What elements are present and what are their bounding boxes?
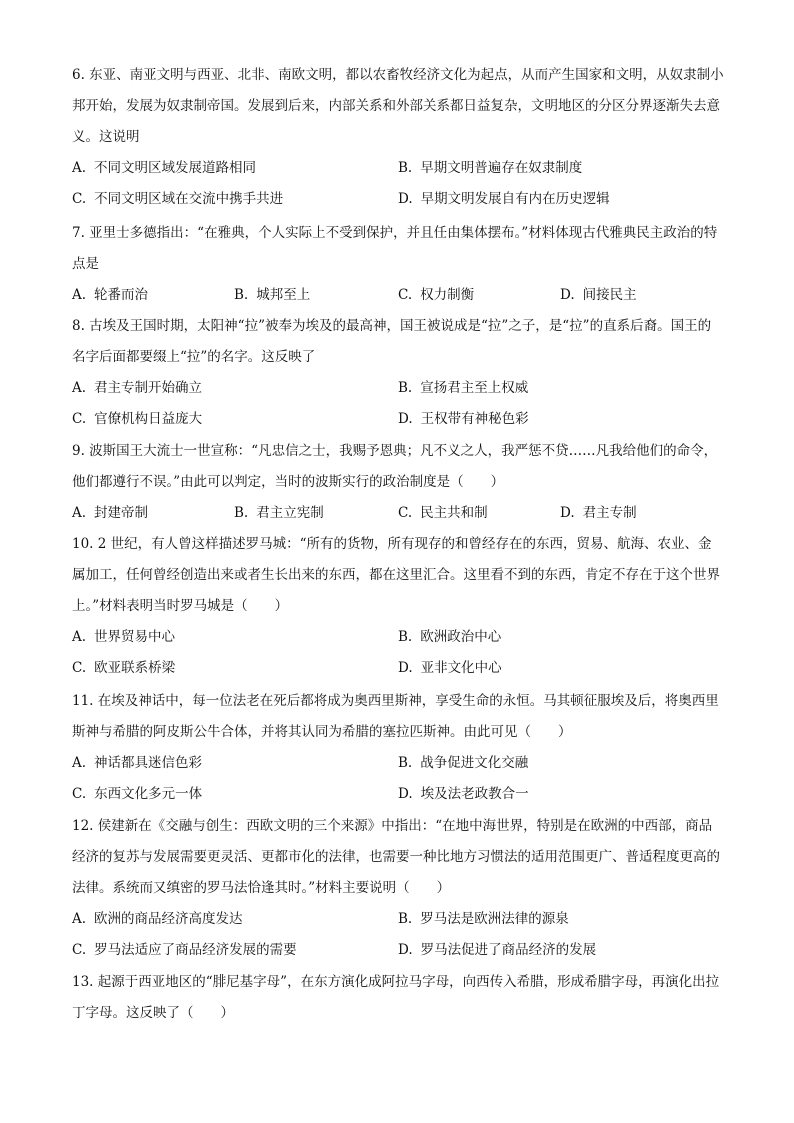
option-c bbox=[398, 498, 488, 529]
option-letter: A. bbox=[72, 629, 87, 645]
option-letter: D. bbox=[560, 287, 575, 303]
option-letter: C. bbox=[398, 505, 413, 521]
options-row bbox=[72, 748, 724, 779]
option-letter: C. bbox=[398, 287, 413, 303]
options-row bbox=[72, 935, 724, 966]
option-letter: C. bbox=[72, 660, 87, 676]
option-text: 罗马法是欧洲法律的源泉 bbox=[420, 911, 569, 927]
question-stem: 10. 2 世纪，有人曾这样描述罗马城：“所有的货物，所有现存的和曾经存在的东西，贸易、航海、农业、金属加工，任何曾经创造出来或者生长出来的东西，都在这里汇合。这里看不到的东西，肯定不存在于这个世界上。”材料表明当时罗马城是（ ） bbox=[72, 536, 720, 614]
option-d bbox=[560, 280, 637, 311]
question-12 bbox=[72, 811, 724, 966]
option-text: 神话都具迷信色彩 bbox=[94, 755, 203, 771]
option-text: 权力制衡 bbox=[420, 287, 475, 303]
option-letter: D. bbox=[398, 786, 413, 802]
option-text: 民主共和制 bbox=[420, 505, 488, 521]
option-text: 东西文化多元一体 bbox=[94, 786, 203, 802]
question-stem: 12. 侯建新在《交融与创生：西欧文明的三个来源》中指出：“在地中海世界，特别是在欧洲的中西部，商品经济的复苏与发展需要更灵活、更都市化的法律，也需要一种比地方习惯法的适用范围更广、普适程度更高的法律。系统而又缜密的罗马法恰逢其时。”材料主要说明（ ） bbox=[72, 818, 720, 896]
question-stem: 8. 古埃及王国时期，太阳神“拉”被奉为埃及的最高神，国王被说成是“拉”之子，是“拉”的直系后裔。国王的名字后面都要缀上“拉”的名字。这反映了 bbox=[72, 318, 712, 365]
question-stem: 9. 波斯国王大流士一世宣称：“凡忠信之士，我赐予恩典；凡不义之人，我严惩不贷……凡我给他们的命令，他们都遵行不误。”由此可以判定，当时的波斯实行的政治制度是（ ） bbox=[72, 443, 718, 490]
option-letter: A. bbox=[72, 911, 87, 927]
option-text: 战争促进文化交融 bbox=[420, 755, 529, 771]
option-text: 罗马法适应了商品经济发展的需要 bbox=[94, 942, 297, 958]
option-text: 欧亚联系桥梁 bbox=[94, 660, 176, 676]
question-stem: 11. 在埃及神话中，每一位法老在死后都将成为奥西里斯神，享受生命的永恒。马其顿征服埃及后，将奥西里斯神与希腊的阿皮斯公牛合体，并将其认同为希腊的塞拉匹斯神。由此可见（ ） bbox=[72, 693, 719, 740]
option-letter: B. bbox=[398, 629, 413, 645]
question-stem: 13. 起源于西亚地区的“腓尼基字母”，在东方演化成阿拉马字母，向西传入希腊，形成希腊字母，再演化出拉丁字母。这反映了（ ） bbox=[72, 974, 720, 1021]
option-letter: A. bbox=[72, 505, 87, 521]
option-b bbox=[398, 153, 582, 184]
option-text: 不同文明区域发展道路相同 bbox=[94, 160, 257, 176]
question-10 bbox=[72, 529, 724, 684]
option-letter: A. bbox=[72, 380, 87, 396]
option-d bbox=[398, 404, 529, 435]
option-text: 欧洲政治中心 bbox=[420, 629, 502, 645]
option-text: 早期文明普遍存在奴隶制度 bbox=[420, 160, 583, 176]
option-letter: B. bbox=[398, 911, 413, 927]
options-row bbox=[72, 184, 724, 215]
question-stem: 7. 亚里士多德指出：“在雅典，个人实际上不受到保护，并且任由集体摆布。”材料体现古代雅典民主政治的特点是 bbox=[72, 225, 718, 272]
option-a bbox=[72, 498, 148, 529]
option-a bbox=[72, 280, 148, 311]
option-text: 早期文明发展自有内在历史逻辑 bbox=[420, 191, 610, 207]
option-c bbox=[398, 280, 474, 311]
option-letter: B. bbox=[234, 287, 249, 303]
option-b bbox=[398, 748, 528, 779]
option-b bbox=[398, 904, 569, 935]
option-letter: D. bbox=[398, 660, 413, 676]
options-row bbox=[72, 280, 724, 311]
option-letter: B. bbox=[398, 160, 413, 176]
question-11 bbox=[72, 686, 724, 810]
option-text: 封建帝制 bbox=[94, 505, 149, 521]
option-text: 埃及法老政教合一 bbox=[420, 786, 529, 802]
question-stem: 6. 东亚、南亚文明与西亚、北非、南欧文明，都以农畜牧经济文化为起点，从而产生国家和文明，从奴隶制小邦开始，发展为奴隶制帝国。发展到后来，内部关系和外部关系都日益复杂，文明地区的分区分界逐渐失去意义。这说明 bbox=[72, 67, 724, 145]
option-d bbox=[398, 779, 529, 810]
options-row bbox=[72, 622, 724, 653]
options-row bbox=[72, 153, 724, 184]
option-b bbox=[234, 498, 324, 529]
option-text: 轮番而治 bbox=[94, 287, 149, 303]
option-letter: C. bbox=[72, 942, 87, 958]
option-text: 君主专制开始确立 bbox=[94, 380, 203, 396]
option-letter: D. bbox=[398, 191, 413, 207]
option-text: 不同文明区域在交流中携手共进 bbox=[94, 191, 284, 207]
option-letter: D. bbox=[398, 942, 413, 958]
option-text: 间接民主 bbox=[582, 287, 637, 303]
option-b bbox=[398, 373, 528, 404]
option-letter: B. bbox=[398, 755, 413, 771]
option-letter: A. bbox=[72, 287, 87, 303]
option-d bbox=[560, 498, 637, 529]
options-row bbox=[72, 653, 724, 684]
option-text: 罗马法促进了商品经济的发展 bbox=[420, 942, 597, 958]
question-9 bbox=[72, 436, 724, 529]
option-letter: B. bbox=[398, 380, 413, 396]
option-d bbox=[398, 653, 502, 684]
question-13 bbox=[72, 967, 724, 1029]
options-row bbox=[72, 498, 724, 529]
option-text: 君主专制 bbox=[582, 505, 637, 521]
option-b bbox=[234, 280, 310, 311]
option-text: 君主立宪制 bbox=[256, 505, 324, 521]
option-c bbox=[72, 184, 283, 215]
option-a bbox=[72, 748, 202, 779]
option-text: 亚非文化中心 bbox=[420, 660, 502, 676]
option-c bbox=[72, 653, 175, 684]
option-a bbox=[72, 373, 202, 404]
option-text: 宣扬君主至上权威 bbox=[420, 380, 529, 396]
options-row bbox=[72, 904, 724, 935]
option-letter: C. bbox=[72, 786, 87, 802]
option-letter: D. bbox=[560, 505, 575, 521]
option-a bbox=[72, 153, 256, 184]
question-8 bbox=[72, 311, 724, 435]
option-d bbox=[398, 935, 596, 966]
option-text: 世界贸易中心 bbox=[94, 629, 176, 645]
option-text: 城邦至上 bbox=[256, 287, 311, 303]
option-c bbox=[72, 935, 297, 966]
option-c bbox=[72, 404, 202, 435]
option-d bbox=[398, 184, 610, 215]
option-letter: A. bbox=[72, 160, 87, 176]
options-row bbox=[72, 779, 724, 810]
options-row bbox=[72, 373, 724, 404]
option-text: 官僚机构日益庞大 bbox=[94, 411, 203, 427]
option-c bbox=[72, 779, 202, 810]
option-text: 王权带有神秘色彩 bbox=[420, 411, 529, 427]
question-7 bbox=[72, 218, 724, 311]
option-letter: B. bbox=[234, 505, 249, 521]
options-row bbox=[72, 404, 724, 435]
option-letter: A. bbox=[72, 755, 87, 771]
option-letter: D. bbox=[398, 411, 413, 427]
option-letter: C. bbox=[72, 411, 87, 427]
option-a bbox=[72, 622, 175, 653]
option-text: 欧洲的商品经济高度发达 bbox=[94, 911, 243, 927]
option-letter: C. bbox=[72, 191, 87, 207]
option-b bbox=[398, 622, 501, 653]
option-a bbox=[72, 904, 243, 935]
question-6 bbox=[72, 60, 724, 215]
